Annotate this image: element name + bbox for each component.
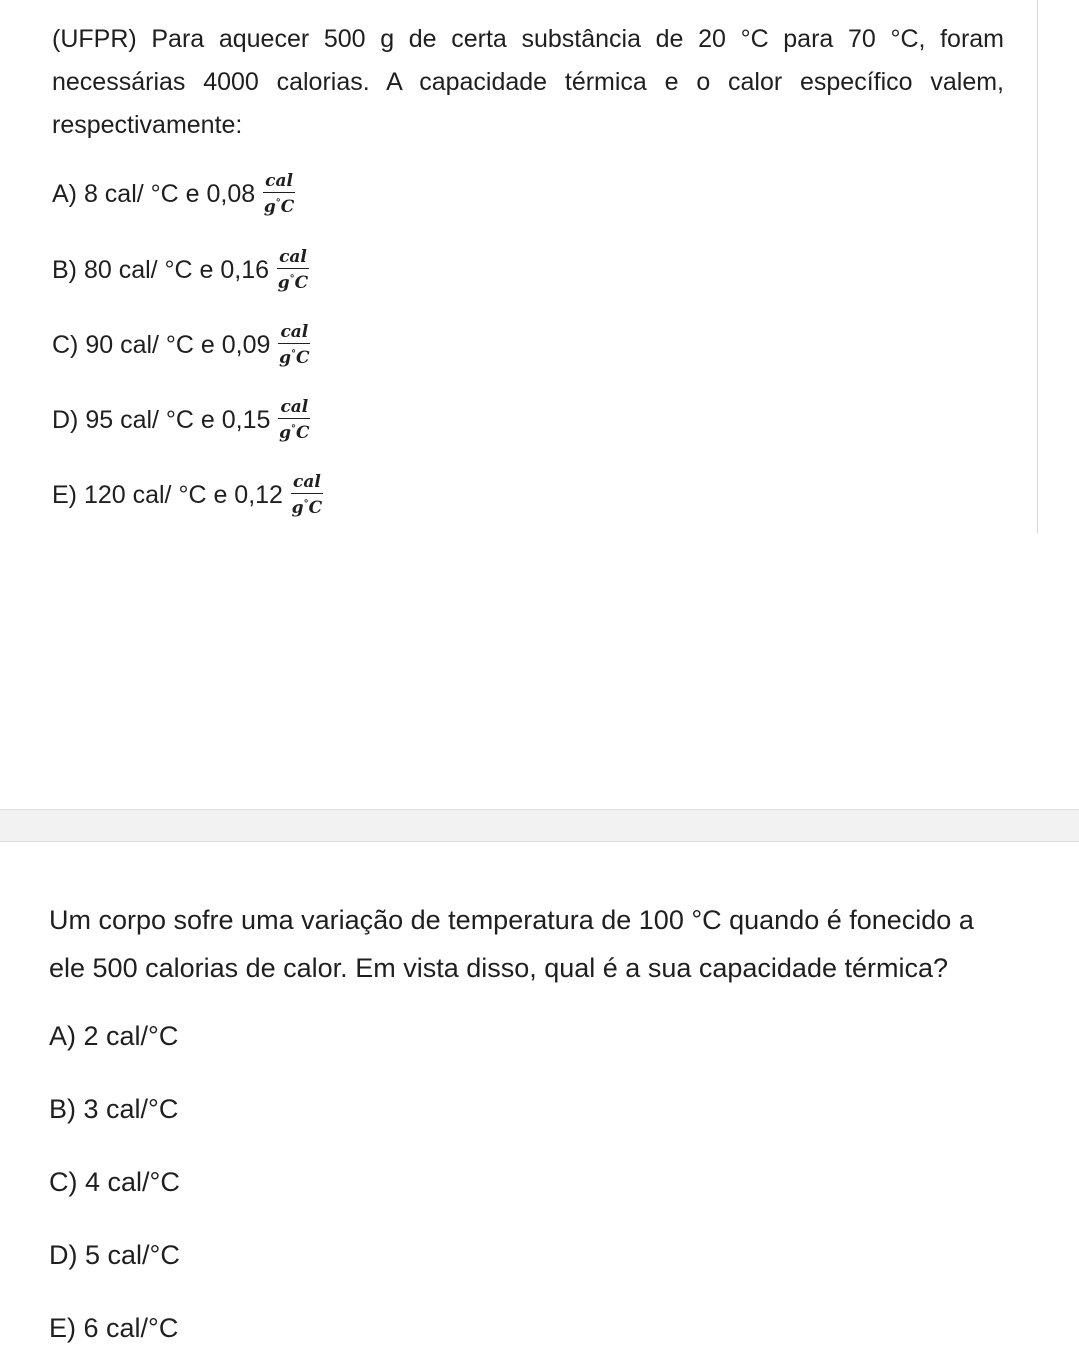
option-label: E) 120 cal/ °C e 0,12 (52, 481, 283, 509)
option-label: A) 8 cal/ °C e 0,08 (52, 180, 256, 208)
question-1-panel (0, 0, 1038, 533)
question-1-line-2: necessárias 4000 calorias. A capacidade térmica e o calor específico valem, (52, 68, 1004, 96)
unit-fraction: $\frac{\text{cal}}{g^\circ C}$ (279, 397, 310, 443)
unit-fraction: $\frac{\text{cal}}{g^\circ C}$ (277, 247, 309, 293)
section-divider (0, 809, 1079, 842)
unit-fraction: $\frac{\text{cal}}{g^\circ C}$ (279, 322, 310, 368)
option-label: D) 95 cal/ °C e 0,15 (52, 406, 271, 434)
question-2-option-d[interactable]: D) 5 cal/°C (49, 1240, 180, 1270)
question-2-option-c[interactable]: C) 4 cal/°C (49, 1167, 180, 1197)
unit-fraction: $\frac{\text{cal}}{g^\circ C}$ (263, 171, 295, 217)
question-1-text (52, 18, 1004, 147)
question-2-option-e[interactable]: E) 6 cal/°C (49, 1313, 179, 1343)
question-2-option-a[interactable]: A) 2 cal/°C (49, 1021, 179, 1051)
question-1-line-3: respectivamente: (52, 111, 243, 139)
option-label: B) 80 cal/ °C e 0,16 (52, 256, 270, 284)
question-1-option-a[interactable] (52, 172, 295, 217)
question-1-line-1: (UFPR) Para aquecer 500 g de certa substância de 20 °C para 70 °C, foram (52, 25, 1004, 53)
question-1-option-c[interactable] (52, 323, 310, 368)
unit-fraction: $\frac{\text{cal}}{g^\circ C}$ (291, 472, 323, 518)
option-label: C) 90 cal/ °C e 0,09 (52, 331, 271, 359)
question-1-option-b[interactable] (52, 248, 309, 293)
question-1-option-d[interactable] (52, 398, 310, 443)
question-2-line-2: ele 500 calorias de calor. Em vista disso, qual é a sua capacidade térmica? (49, 953, 949, 983)
question-2-option-b[interactable]: B) 3 cal/°C (49, 1094, 179, 1124)
question-2-text (49, 896, 1079, 992)
question-1-option-e[interactable] (52, 473, 323, 518)
question-2-line-1: Um corpo sofre uma variação de temperatura de 100 °C quando é fonecido a (49, 905, 974, 935)
